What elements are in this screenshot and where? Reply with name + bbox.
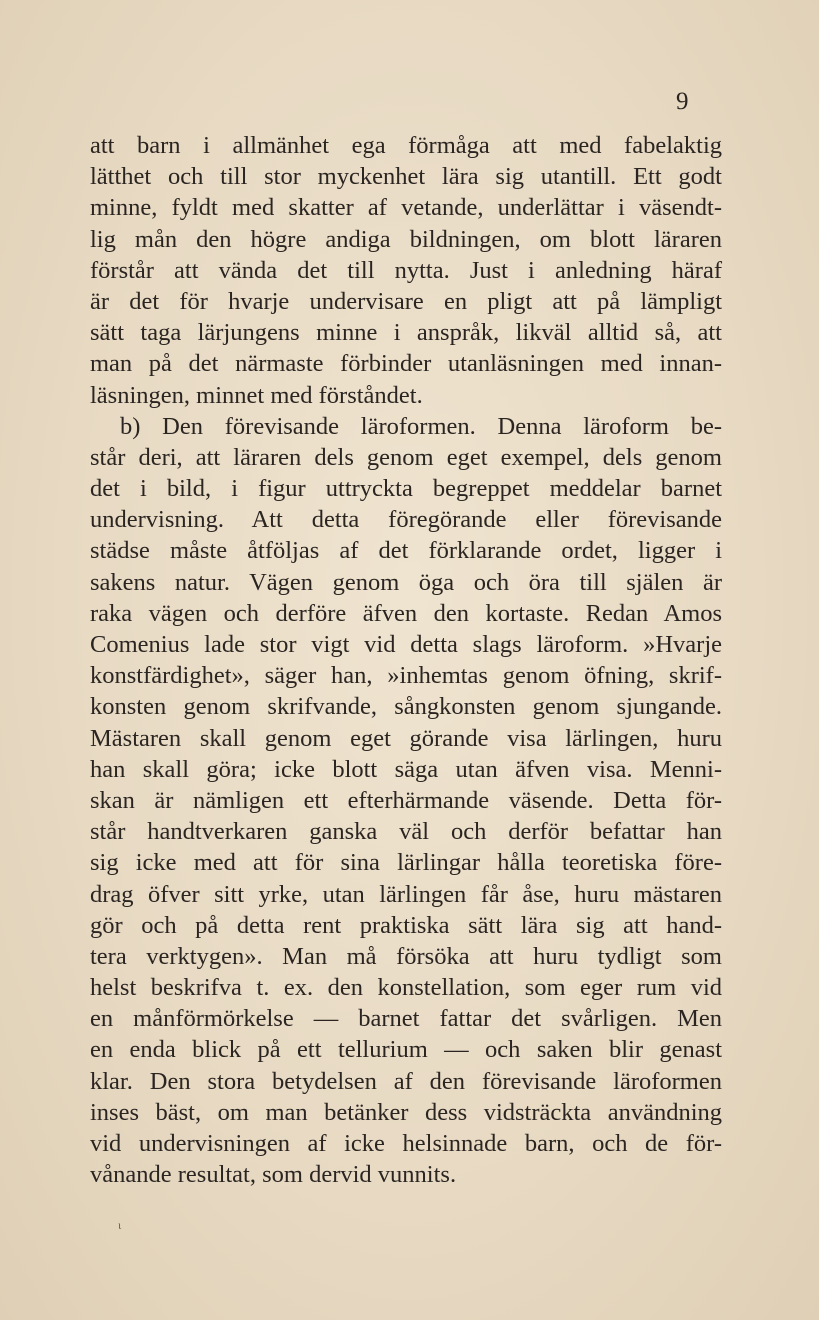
text-line-31: klar. Den stora betydelsen af den förevisande läroformen: [90, 1067, 722, 1095]
text-line-34: vånande resultat, som dervid vunnits.: [90, 1161, 457, 1189]
body-text: [90, 130, 722, 1190]
text-line-13: undervisning. Att detta föregörande eller förevisande: [90, 506, 722, 534]
text-line-17: Comenius lade stor vigt vid detta slags läroform. »Hvarje: [90, 631, 722, 658]
text-line-32: inses bäst, om man betänker dess vidsträckta användning: [90, 1098, 722, 1126]
text-line-33: vid undervisningen af icke helsinnade barn, och de för-: [90, 1130, 722, 1157]
text-line-26: gör och på detta rent praktiska sätt lära sig att hand-: [90, 911, 722, 939]
text-line-9: läsningen, minnet med förståndet.: [90, 381, 423, 409]
text-line-23: står handtverkaren ganska väl och derför befattar han: [90, 818, 722, 846]
text-line-19: konsten genom skrifvande, sångkonsten genom sjungande.: [90, 693, 722, 721]
stray-print-mark: ι: [118, 1218, 122, 1232]
text-line-11: står deri, att läraren dels genom eget exempel, dels genom: [90, 443, 722, 471]
text-line-5: förstår att vända det till nytta. Just i anledning häraf: [90, 256, 722, 284]
text-line-3: minne, fyldt med skatter af vetande, underlättar i väsendt-: [90, 194, 722, 222]
text-line-6: är det för hvarje undervisare en pligt att på lämpligt: [90, 287, 722, 315]
text-line-29: en månförmörkelse — barnet fattar det svårligen. Men: [90, 1005, 722, 1033]
text-line-2: lätthet och till stor myckenhet lära sig utantill. Ett godt: [90, 163, 722, 191]
text-line-28: helst beskrifva t. ex. den konstellation, som eger rum vid: [90, 974, 722, 1002]
text-line-7: sätt taga lärjungens minne i anspråk, likväl alltid så, att: [90, 319, 722, 347]
text-line-8: man på det närmaste förbinder utanläsningen med innan-: [90, 350, 722, 378]
text-line-22: skan är nämligen ett efterhärmande väsende. Detta för-: [90, 786, 722, 814]
page-number: 9: [676, 88, 689, 115]
text-line-20: Mästaren skall genom eget görande visa lärlingen, huru: [90, 724, 722, 752]
text-line-15: sakens natur. Vägen genom öga och öra till själen är: [90, 568, 722, 596]
text-line-14: städse måste åtföljas af det förklarande ordet, ligger i: [90, 537, 722, 565]
text-line-27: tera verktygen». Man må försöka att huru tydligt som: [90, 942, 722, 970]
text-line-10: b) Den förevisande läroformen. Denna läroform be-: [120, 412, 722, 440]
text-line-12: det i bild, i figur uttryckta begreppet meddelar barnet: [90, 475, 722, 503]
text-line-18: konstfärdighet», säger han, »inhemtas genom öfning, skrif-: [90, 662, 722, 690]
text-line-30: en enda blick på ett tellurium — och saken blir genast: [90, 1036, 722, 1064]
text-line-25: drag öfver sitt yrke, utan lärlingen får åse, huru mästaren: [90, 880, 722, 908]
text-line-1: att barn i allmänhet ega förmåga att med fabelaktig: [90, 132, 722, 159]
text-line-21: han skall göra; icke blott säga utan äfven visa. Menni-: [90, 755, 722, 783]
text-line-16: raka vägen och derföre äfven den kortaste. Redan Amos: [90, 599, 722, 627]
text-line-24: sig icke med att för sina lärlingar hålla teoretiska före-: [90, 849, 722, 877]
text-line-4: lig mån den högre andiga bildningen, om blott läraren: [90, 225, 722, 253]
